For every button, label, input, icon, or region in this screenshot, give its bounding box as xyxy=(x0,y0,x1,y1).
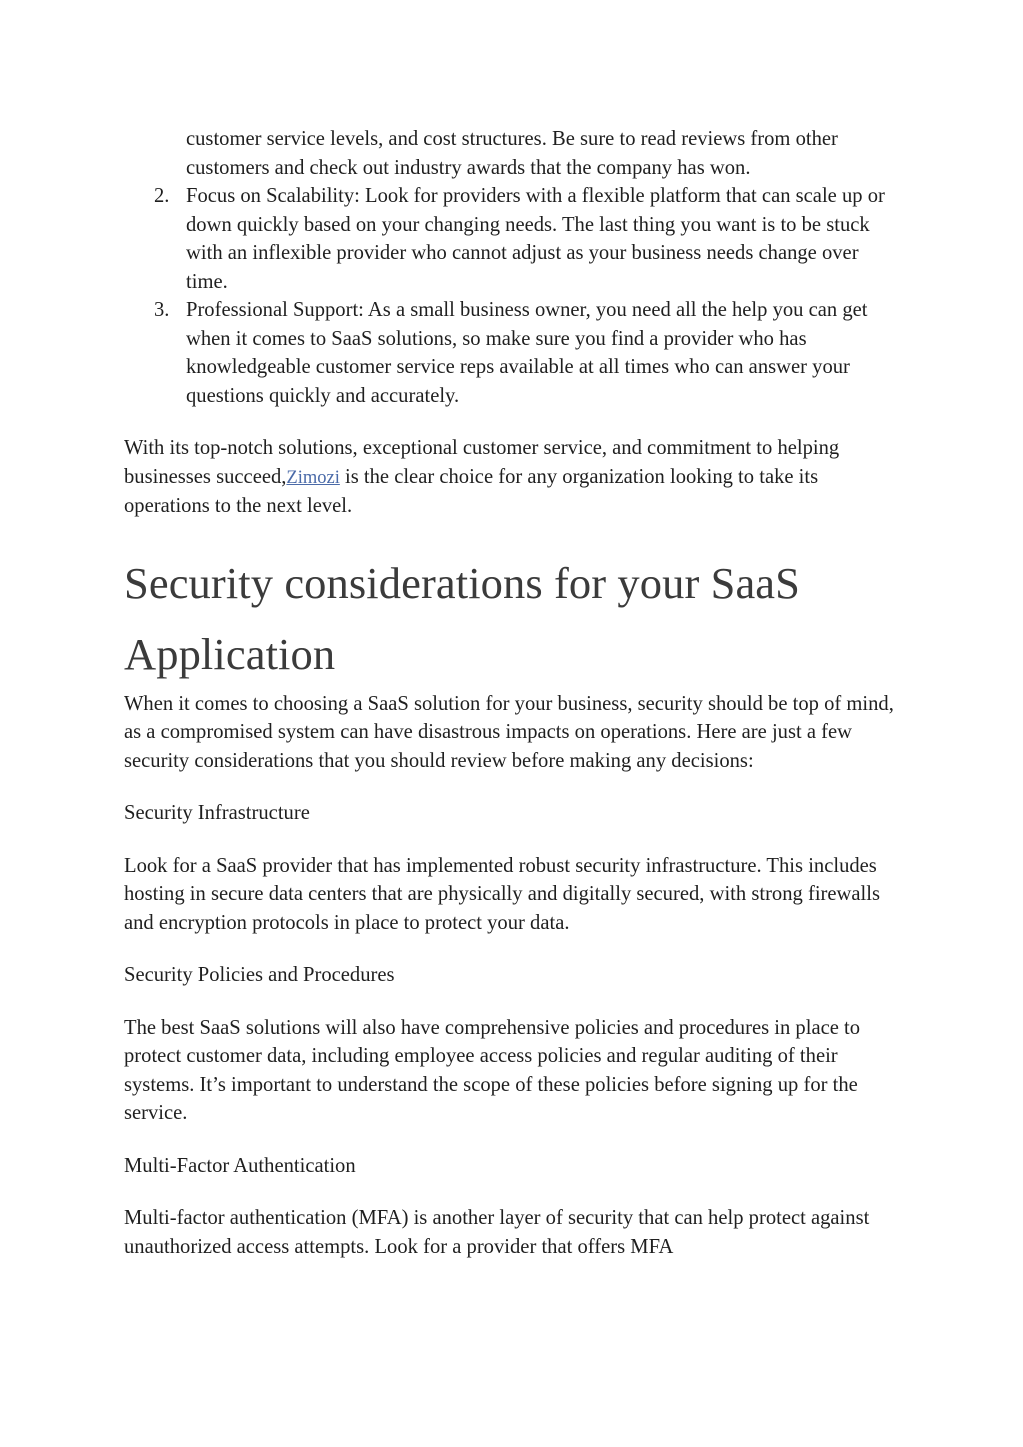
section-intro: When it comes to choosing a SaaS solution for your business, security should be top of mind, as a compromised system can have disastrous impacts on operations. Here are just a few security considerations that you should review before making any decisions: xyxy=(124,692,894,772)
list-number: 2. xyxy=(154,185,170,207)
closing-text-after-link: is the clear choice for any organization looking to take its operations to the next level. xyxy=(124,465,819,517)
zimozi-link[interactable]: Zimozi xyxy=(286,467,340,488)
document-page xyxy=(124,125,904,1261)
list-item-text: Professional Support: As a small business owner, you need all the help you can get when it comes to SaaS solutions, so make sure you find a provider who has knowledgeable customer service reps available at all times who can answer your questions quickly and accurately. xyxy=(186,299,868,407)
section-heading: Security considerations for your SaaS Application xyxy=(124,557,801,679)
subsection-body-mfa: Multi-factor authentication (MFA) is another layer of security that can help protect against unauthorized access attempts. Look for a provider that offers MFA xyxy=(124,1207,870,1258)
list-item-2 xyxy=(124,182,904,296)
closing-paragraph xyxy=(124,434,904,521)
subsection-body-policies: The best SaaS solutions will also have comprehensive policies and procedures in place to protect customer data, including employee access policies and regular auditing of their systems. It’s important to understand the scope of these policies before signing up for the service. xyxy=(124,1016,861,1124)
list-number: 3. xyxy=(154,299,170,321)
list-item-continuation xyxy=(124,125,904,182)
list-item-3 xyxy=(124,296,904,410)
subsection-body-infrastructure: Look for a SaaS provider that has implemented robust security infrastructure. This includes hosting in secure data centers that are physically and digitally secured, with strong firewalls and encryption protocols in place to protect your data. xyxy=(124,854,881,934)
closing-text-before-link: With its top-notch solutions, exceptional customer service, and commitment to helping businesses succeed, xyxy=(124,437,840,488)
subsection-title-policies: Security Policies and Procedures xyxy=(124,964,395,986)
list-item-text: customer service levels, and cost structures. Be sure to read reviews from other customers and check out industry awards that the company has won. xyxy=(186,128,838,179)
list-item-text: Focus on Scalability: Look for providers with a flexible platform that can scale up or down quickly based on your changing needs. The last thing you want is to be stuck with an inflexible provider who cannot adjust as your business needs change over time. xyxy=(186,185,885,293)
subsection-title-infrastructure: Security Infrastructure xyxy=(124,802,310,824)
subsection-title-mfa: Multi-Factor Authentication xyxy=(124,1154,356,1177)
numbered-list xyxy=(124,125,904,410)
